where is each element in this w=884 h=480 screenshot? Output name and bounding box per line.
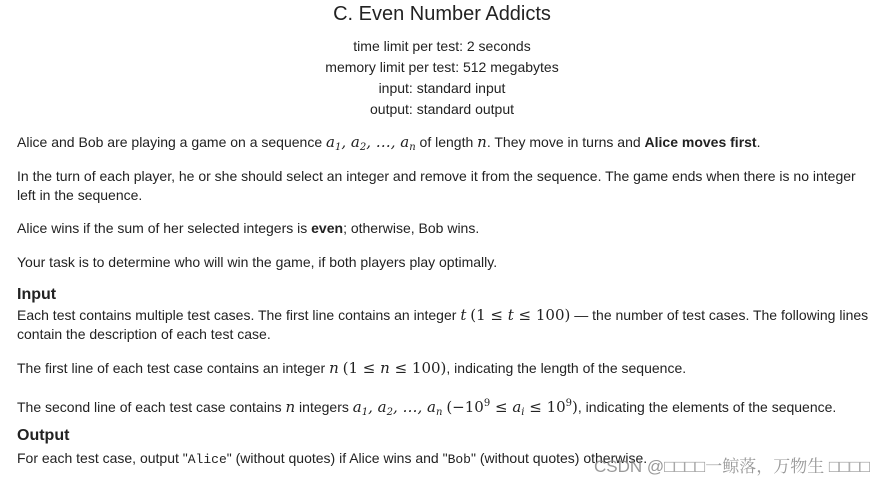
problem-title: C. Even Number Addicts bbox=[333, 3, 551, 25]
input-paragraph-3: The second line of each test case contains n integers $a_1$, $a_2$, …, $a_n$ $(-10^9 \le a_i \le 10^9)$, indicating the elements of the sequence. bbox=[17, 398, 837, 418]
output-heading: Output bbox=[17, 427, 70, 444]
output-type: output: standard output bbox=[370, 101, 514, 117]
input-heading: Input bbox=[17, 286, 57, 303]
time-limit: time limit per test: 2 seconds bbox=[353, 38, 531, 54]
statement-paragraph-3: Alice wins if the sum of her selected integers is even; otherwise, Bob wins. bbox=[17, 220, 480, 236]
element-constraint-formula: $(-10^9 \le a_i \le 10^9)$ bbox=[446, 398, 578, 418]
input-paragraph-1: Each test contains multiple test cases. The first line contains an integer t (1 ≤ t ≤ 100) — the number of test cases. The following lines contain the description of each test case. bbox=[17, 306, 869, 342]
output-paragraph-1: For each test case, output "Alice" (without quotes) if Alice wins and "Bob" (without quotes) otherwise. bbox=[17, 450, 648, 467]
n-constraint-formula: (1 ≤ n ≤ 100) bbox=[342, 359, 447, 377]
sequence-formula: $a_1$, $a_2$, …, $a_n$ bbox=[326, 133, 416, 153]
t-constraint-formula: (1 ≤ t ≤ 100) bbox=[470, 306, 571, 324]
csdn-watermark: CSDN @□□□□一鲸落，万物生 □□□□ bbox=[593, 457, 870, 476]
statement-paragraph-2: In the turn of each player, he or she should select an integer and remove it from the sequence. The game ends when there is no integer left in the sequence. bbox=[17, 168, 856, 203]
statement-paragraph-1: Alice and Bob are playing a game on a sequence $a_1$, $a_2$, …, $a_n$ of length n. They move in turns and Alice moves first. bbox=[17, 133, 761, 153]
input-paragraph-2: The first line of each test case contains an integer n (1 ≤ n ≤ 100), indicating the length of the sequence. bbox=[17, 359, 687, 377]
input-type: input: standard input bbox=[378, 80, 506, 96]
statement-paragraph-4: Your task is to determine who will win the game, if both players play optimally. bbox=[17, 254, 498, 270]
memory-limit: memory limit per test: 512 megabytes bbox=[325, 59, 559, 75]
